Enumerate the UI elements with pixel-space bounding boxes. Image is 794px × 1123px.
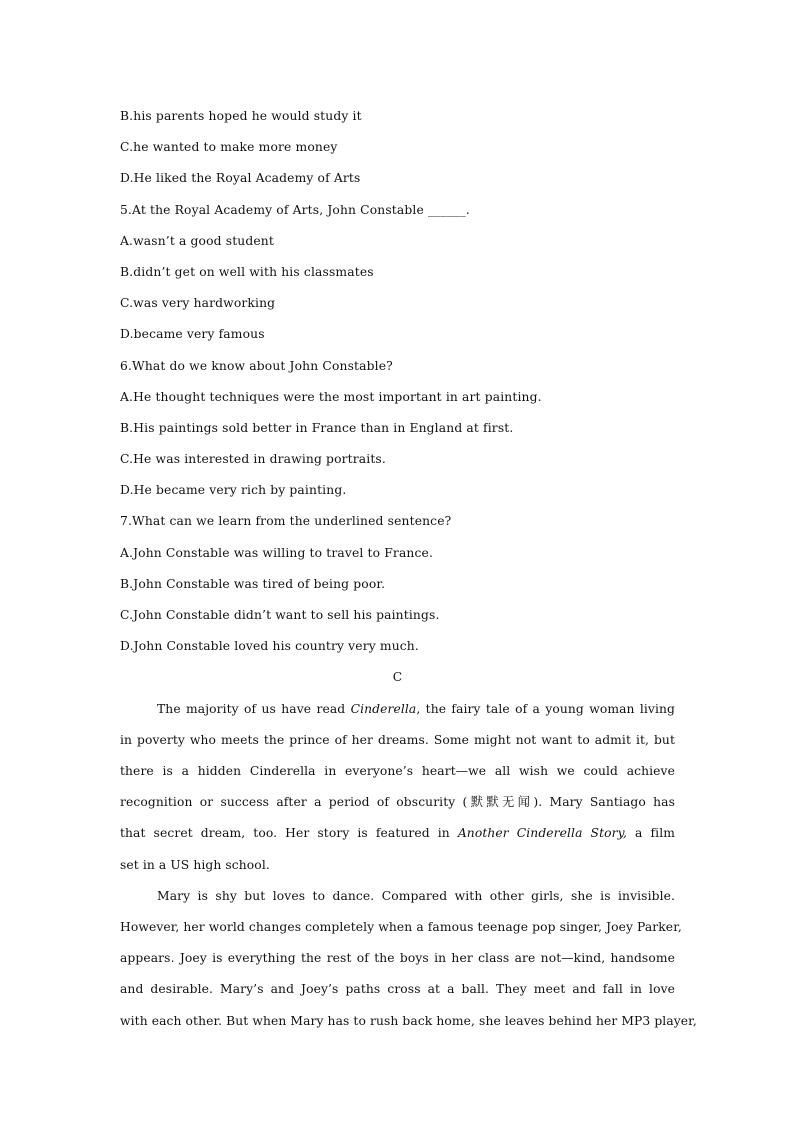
passage-line: recognition or success after a period of obscurity (默默无闻). Mary Santiago has bbox=[120, 795, 675, 810]
passage-line: that secret dream, too. Her story is featured in Another Cinderella Story, a film bbox=[120, 826, 675, 841]
q7-option-c: C.John Constable didn’t want to sell his paintings. bbox=[120, 608, 440, 622]
q6-question: 6.What do we know about John Constable? bbox=[120, 358, 393, 373]
q6-option-a: A.He thought techniques were the most important in art painting. bbox=[120, 389, 542, 404]
passage-line: with each other. But when Mary has to rush back home, she leaves behind her MP3 player, bbox=[120, 1013, 697, 1028]
page-content bbox=[120, 101, 697, 1037]
section-heading: C bbox=[392, 670, 403, 685]
q7-question: 7.What can we learn from the underlined sentence? bbox=[120, 514, 452, 529]
q5-option-b: B.didn’t get on well with his classmates bbox=[120, 264, 374, 279]
passage-line: appears. Joey is everything the rest of the boys in her class are not—kind, handsome bbox=[120, 951, 675, 966]
q4-option-b: B.his parents hoped he would study it bbox=[120, 109, 362, 123]
book-title: Cinderella bbox=[350, 701, 417, 716]
passage-line: Mary is shy but loves to dance. Compared with other girls, she is invisible. bbox=[157, 888, 675, 903]
passage-line: there is a hidden Cinderella in everyone’s heart—we all wish we could achieve bbox=[120, 763, 675, 778]
passage-line: The majority of us have read Cinderella, the fairy tale of a young woman living bbox=[157, 701, 675, 716]
passage-line: and desirable. Mary’s and Joey’s paths cross at a ball. They meet and fall in love bbox=[120, 982, 675, 997]
passage-line: in poverty who meets the prince of her dreams. Some might not want to admit it, but bbox=[120, 732, 675, 747]
q5-option-d: D.became very famous bbox=[120, 327, 265, 342]
passage-line: However, her world changes completely when a famous teenage pop singer, Joey Parker, bbox=[120, 919, 682, 934]
passage-paragraph-2 bbox=[120, 881, 697, 1037]
q6-option-c: C.He was interested in drawing portraits. bbox=[120, 452, 386, 467]
q7-option-d: D.John Constable loved his country very much. bbox=[120, 639, 419, 654]
q5-question: 5.At the Royal Academy of Arts, John Constable ______. bbox=[120, 202, 470, 217]
passage-paragraph-1 bbox=[120, 694, 675, 881]
q7-option-a: A.John Constable was willing to travel to France. bbox=[120, 545, 434, 560]
q6-option-b: B.His paintings sold better in France than in England at first. bbox=[120, 420, 514, 435]
q7-option-b: B.John Constable was tired of being poor. bbox=[120, 576, 386, 591]
passage-line: set in a US high school. bbox=[120, 857, 270, 872]
q5-option-c: C.was very hardworking bbox=[120, 296, 276, 311]
q4-option-d: D.He liked the Royal Academy of Arts bbox=[120, 171, 361, 186]
q4-option-c: C.he wanted to make more money bbox=[120, 140, 338, 155]
film-title: Another Cinderella Story, bbox=[457, 826, 628, 841]
q5-option-a: A.wasn’t a good student bbox=[120, 233, 274, 248]
q6-option-d: D.He became very rich by painting. bbox=[120, 483, 347, 498]
